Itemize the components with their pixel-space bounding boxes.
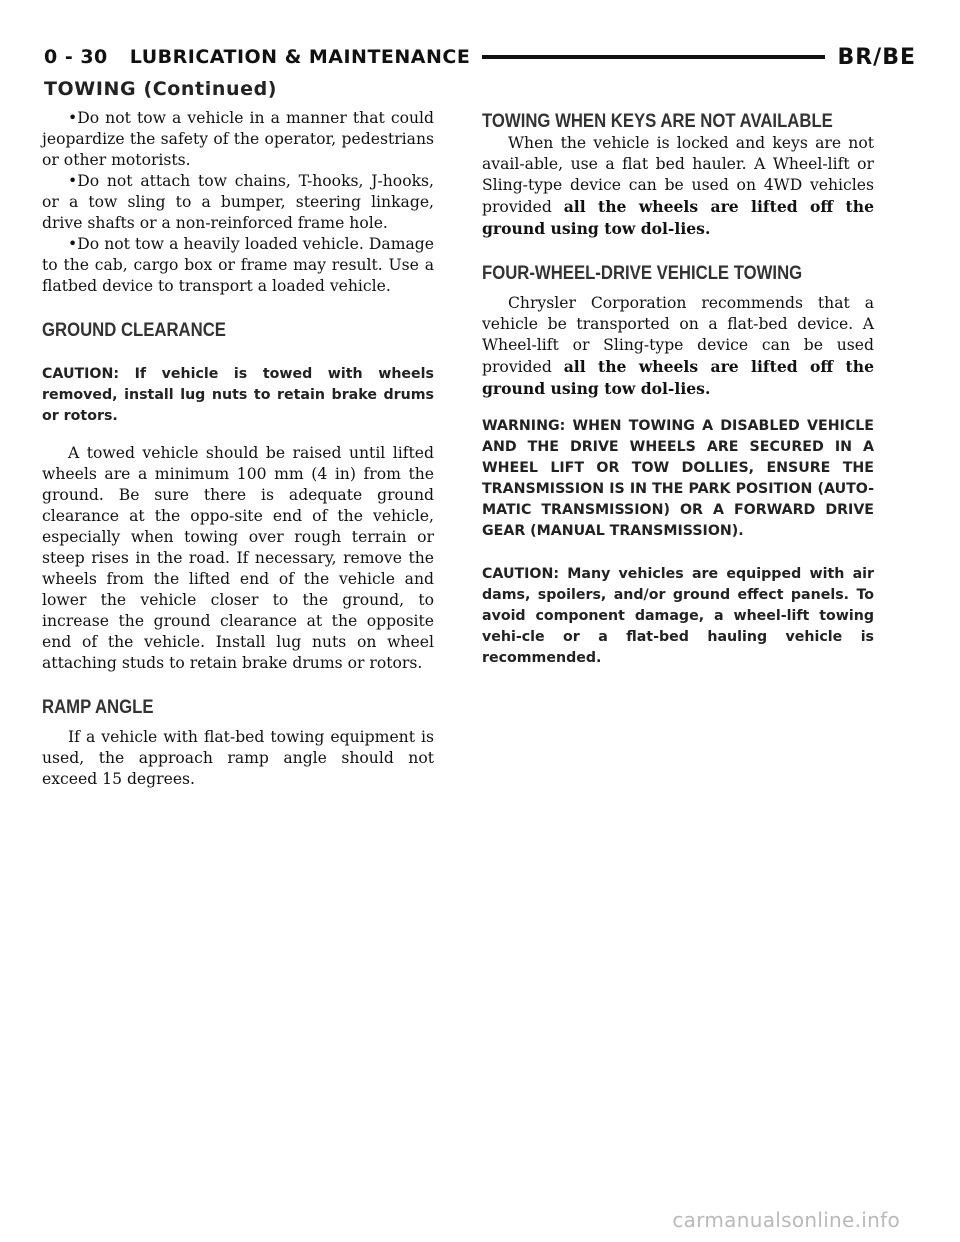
bullet-item: •Do not tow a heavily loaded vehicle. Damage to the cab, cargo box or frame may result. Use a flatbed device to transport a loaded vehicle.: [42, 235, 434, 295]
continued-title: TOWING (Continued): [44, 78, 278, 100]
heading-keys-not-available: TOWING WHEN KEYS ARE NOT AVAILABLE: [482, 111, 833, 132]
heading-ramp-angle: RAMP ANGLE: [42, 697, 154, 718]
watermark: carmanualsonline.info: [672, 1208, 900, 1232]
ground-clearance-body: A towed vehicle should be raised until lifted wheels are a minimum 100 mm (4 in) from the ground. Be sure there is adequate ground clearance at the oppo-site end of the vehicle, especially when towing over rough terrain or steep rises in the road. If necessary, remove the wheels from the lifted end of the vehicle and lower the vehicle closer to the ground, to increase the ground clearance at the opposite end of the vehicle. Install lug nuts on wheel attaching studs to retain brake drums or rotors.: [42, 444, 434, 672]
section-title: LUBRICATION & MAINTENANCE: [129, 46, 471, 68]
four-wd-body: Chrysler Corporation recommends that a vehicle be transported on a flat-bed device. A Wheel-lift or Sling-type device can be used provided all the wheels are lifted off the ground using tow dol-lies.: [482, 294, 874, 398]
bullet-icon: •: [68, 172, 78, 190]
bullet-item: •Do not attach tow chains, T-hooks, J-hooks, or a tow sling to a bumper, steering linkage, drive shafts or a non-reinforced frame hole.: [42, 172, 434, 232]
warning-disabled-vehicle: WARNING: WHEN TOWING A DISABLED VEHICLE AND THE DRIVE WHEELS ARE SECURED IN A WHEEL LIFT OR TOW DOLLIES, ENSURE THE TRANSMISSION IS IN THE PARK POSITION (AUTO-MATIC TRANSMISSION) OR A FORWARD DRIVE GEAR (MANUAL TRANSMISSION).: [482, 418, 874, 539]
caution-component-damage: CAUTION: Many vehicles are equipped with air dams, spoilers, and/or ground effect panels. To avoid component damage, a wheel-lift towing vehi-cle or a flat-bed hauling vehicle is recommended.: [482, 566, 874, 666]
ramp-angle-body: If a vehicle with flat-bed towing equipment is used, the approach ramp angle should not exceed 15 degrees.: [42, 728, 434, 788]
right-column: [482, 110, 874, 669]
bullet-item: •Do not tow a vehicle in a manner that could jeopardize the safety of the operator, pedestrians or other motorists.: [42, 109, 434, 169]
keys-body: When the vehicle is locked and keys are not avail-able, use a flat bed hauler. A Wheel-lift or Sling-type device can be used on 4WD vehicles provided all the wheels are lifted off the ground using tow dol-lies.: [482, 134, 874, 238]
heading-four-wheel-drive: FOUR-WHEEL-DRIVE VEHICLE TOWING: [482, 263, 803, 284]
header-rule: [482, 55, 825, 59]
heading-ground-clearance: GROUND CLEARANCE: [42, 320, 226, 341]
page-header: [44, 40, 916, 74]
model-code: BR/BE: [837, 44, 916, 70]
left-column: [42, 108, 434, 790]
page-number: 0 - 30: [44, 46, 108, 68]
caution-ground-clearance: CAUTION: If vehicle is towed with wheels removed, install lug nuts to retain brake drums or rotors.: [42, 366, 434, 424]
bullet-icon: •: [68, 109, 78, 127]
bullet-icon: •: [68, 235, 78, 253]
